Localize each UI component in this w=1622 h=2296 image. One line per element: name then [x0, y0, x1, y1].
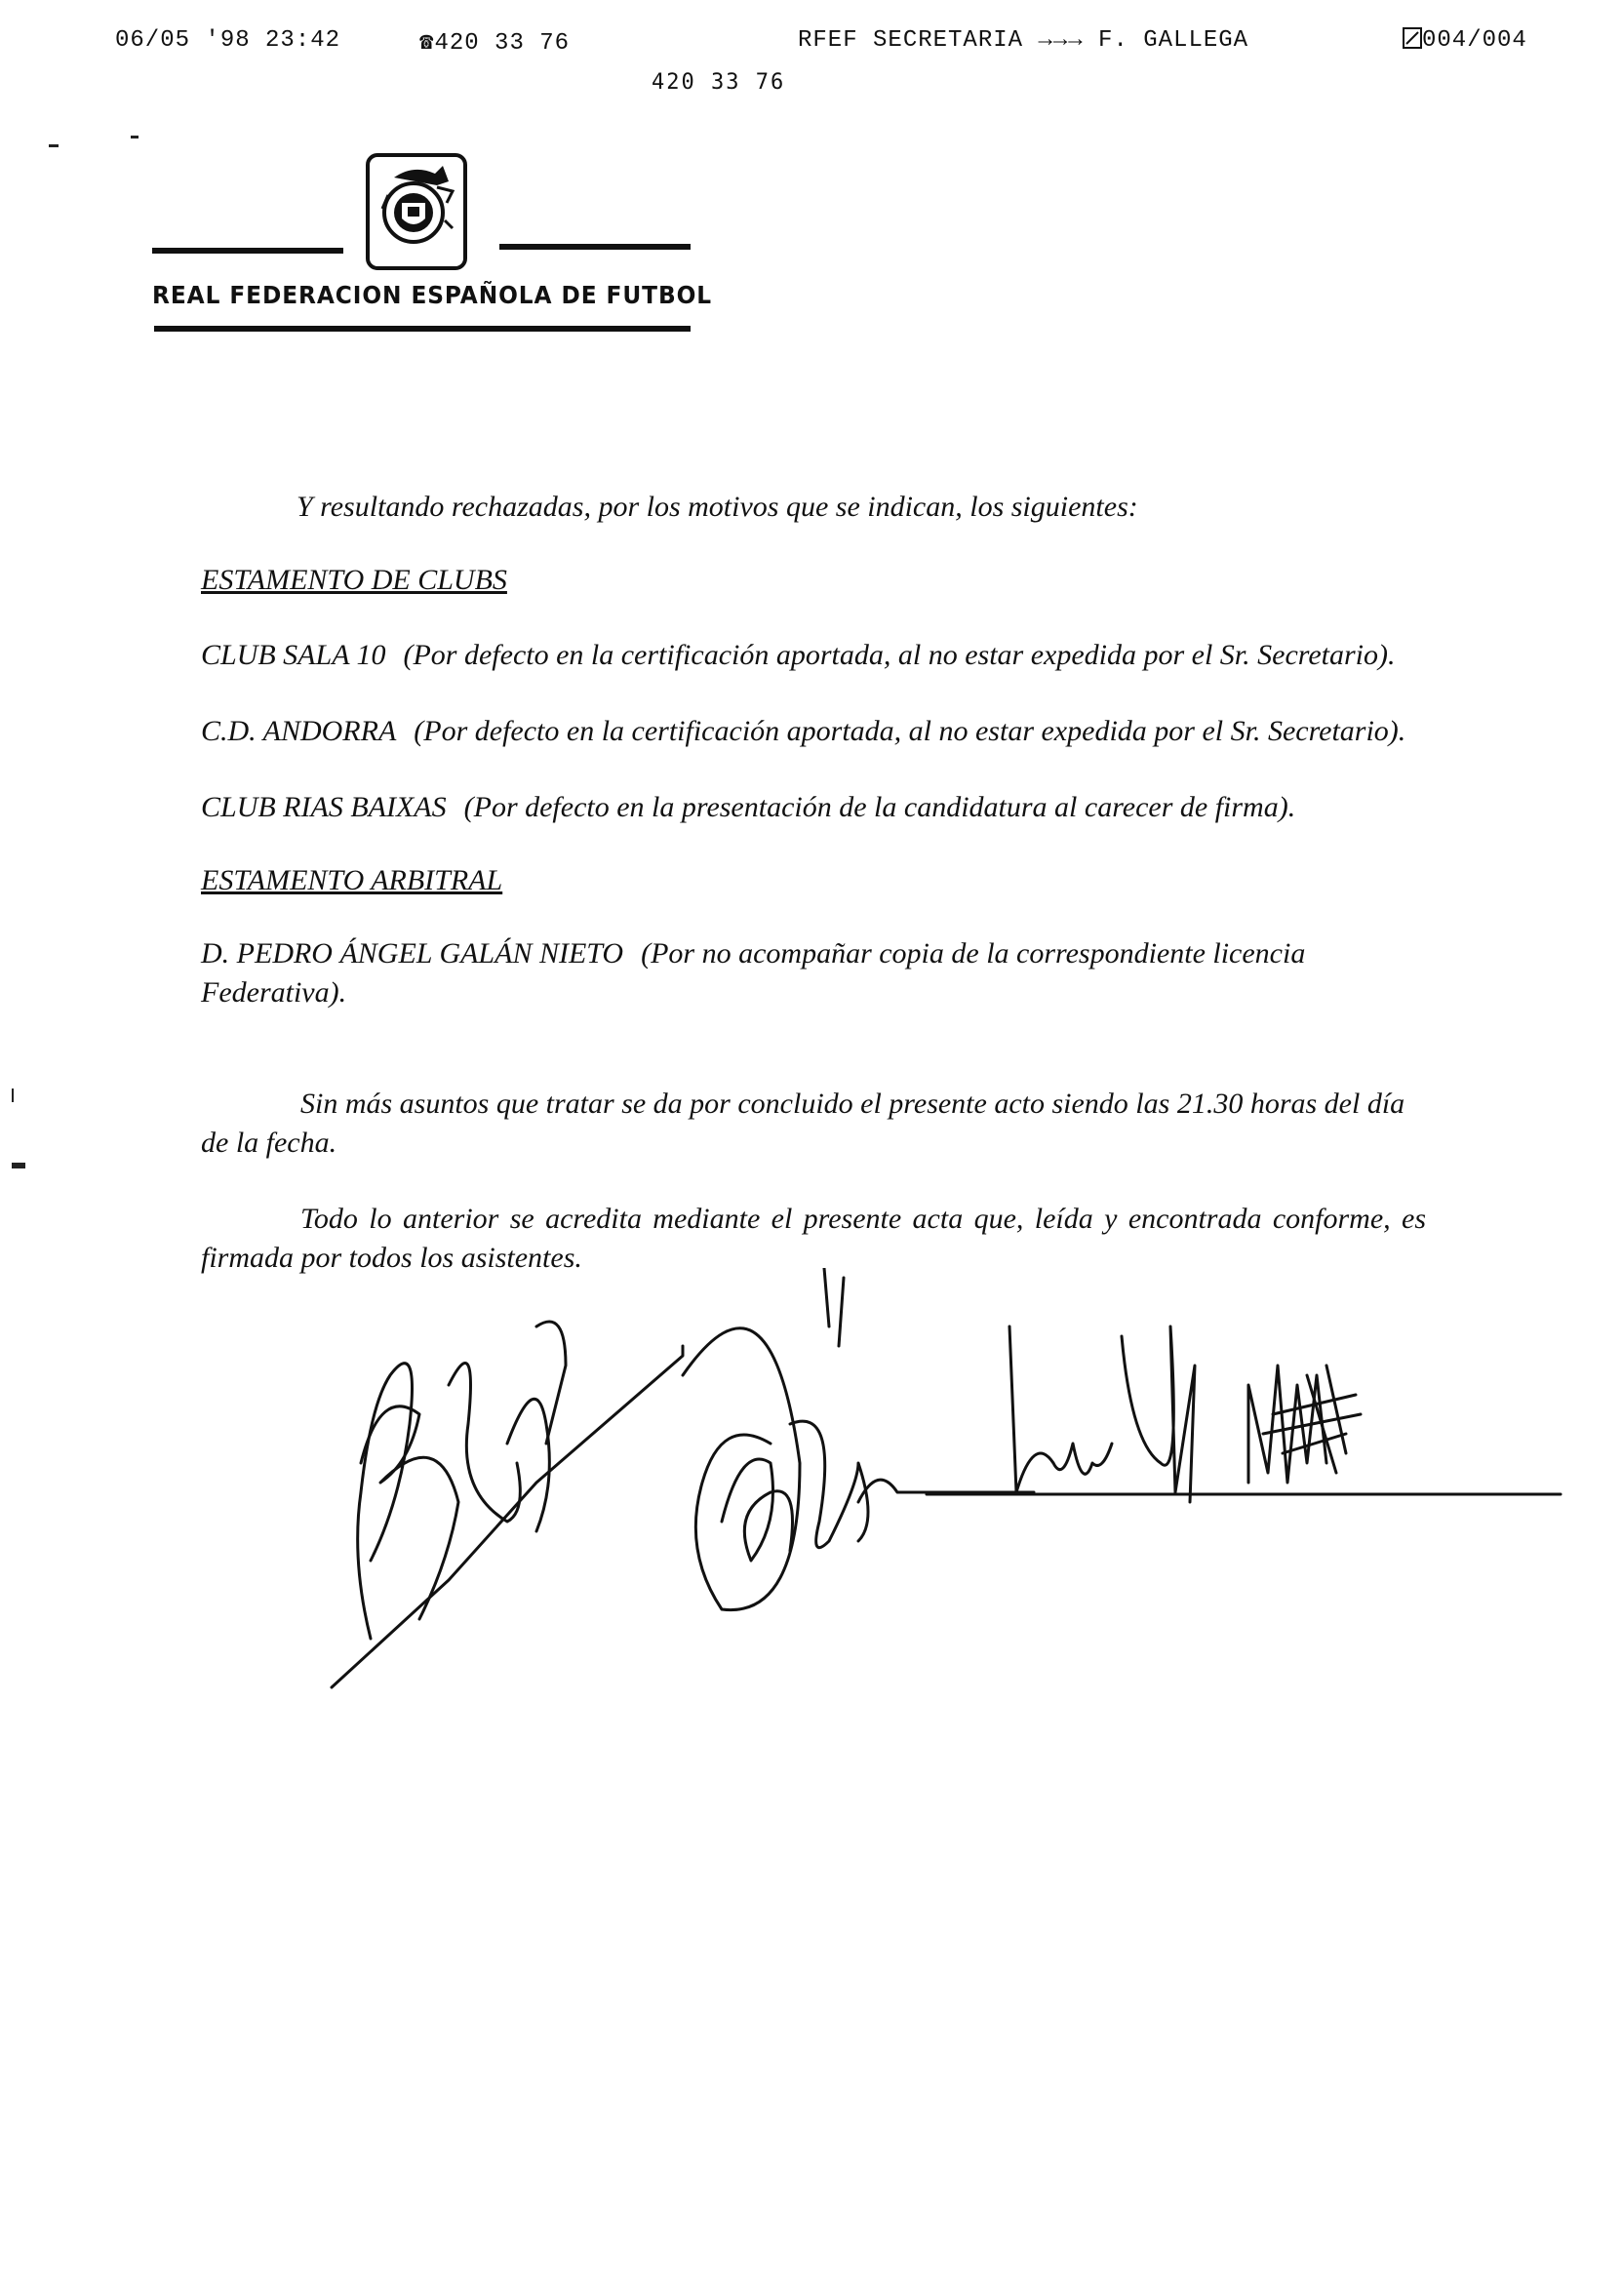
rejected-entry [201, 636, 1426, 675]
entry-name: C.D. ANDORRA [201, 715, 397, 747]
signature-2 [683, 1268, 1034, 1610]
fax-page-icon [1403, 27, 1422, 49]
scan-mark [131, 136, 138, 139]
fax-page-count [1403, 27, 1527, 54]
fax-sub-number: 420 33 76 [652, 70, 786, 95]
rejected-entry [201, 712, 1426, 751]
entry-reason: (Por defecto en la certificación aportada, al no estar expedida por el Sr. Secretario). [403, 639, 1396, 671]
letterhead-rule-bottom [154, 326, 691, 332]
section-heading-clubs: ESTAMENTO DE CLUBS [201, 564, 507, 596]
signatures [312, 1268, 1580, 1707]
fax-route: RFEF SECRETARIA →→→ F. GALLEGA [798, 27, 1249, 54]
fax-date-time: 06/05 '98 23:42 [115, 27, 341, 54]
section-heading-arbitral: ESTAMENTO ARBITRAL [201, 864, 503, 896]
letterhead-rule-left [152, 248, 343, 254]
closing-paragraph-2: Todo lo anterior se acredita mediante el presente acta que, leída y encontrada conforme, es firmada por todos los asistentes. [201, 1203, 1426, 1274]
organization-name: REAL FEDERACION ESPAÑOLA DE FUTBOL [152, 281, 713, 309]
scan-mark [12, 1089, 14, 1102]
entry-name: D. PEDRO ÁNGEL GALÁN NIETO [201, 937, 624, 970]
fax-page-count-text: 004/004 [1422, 27, 1527, 54]
letterhead-rule-right [499, 244, 691, 250]
fax-transmission-header [0, 27, 1622, 66]
intro-paragraph: Y resultando rechazadas, por los motivos que se indican, los siguientes: [297, 491, 1138, 523]
entry-name: CLUB RIAS BAIXAS [201, 791, 447, 823]
entry-reason: (Por no acompañar copia de la correspondiente licencia Federativa). [201, 937, 1306, 1009]
fax-phone-number: ☎420 33 76 [419, 30, 571, 57]
entry-reason: (Por defecto en la presentación de la candidatura al carecer de firma). [463, 791, 1296, 823]
signature-4 [1248, 1366, 1361, 1483]
scan-mark [49, 144, 59, 147]
rfef-crest-icon [365, 152, 468, 271]
closing-paragraph-1: Sin más asuntos que tratar se da por concluido el presente acto siendo las 21.30 horas del día de la fecha. [201, 1088, 1405, 1159]
rejected-entry [201, 934, 1426, 1012]
letterhead [152, 146, 713, 341]
signature-1 [332, 1322, 683, 1687]
entry-name: CLUB SALA 10 [201, 639, 386, 671]
entry-reason: (Por defecto en la certificación aportada, al no estar expedida por el Sr. Secretario). [414, 715, 1406, 747]
scan-mark [12, 1163, 25, 1168]
rejected-entry [201, 788, 1426, 827]
signature-3 [927, 1326, 1561, 1502]
